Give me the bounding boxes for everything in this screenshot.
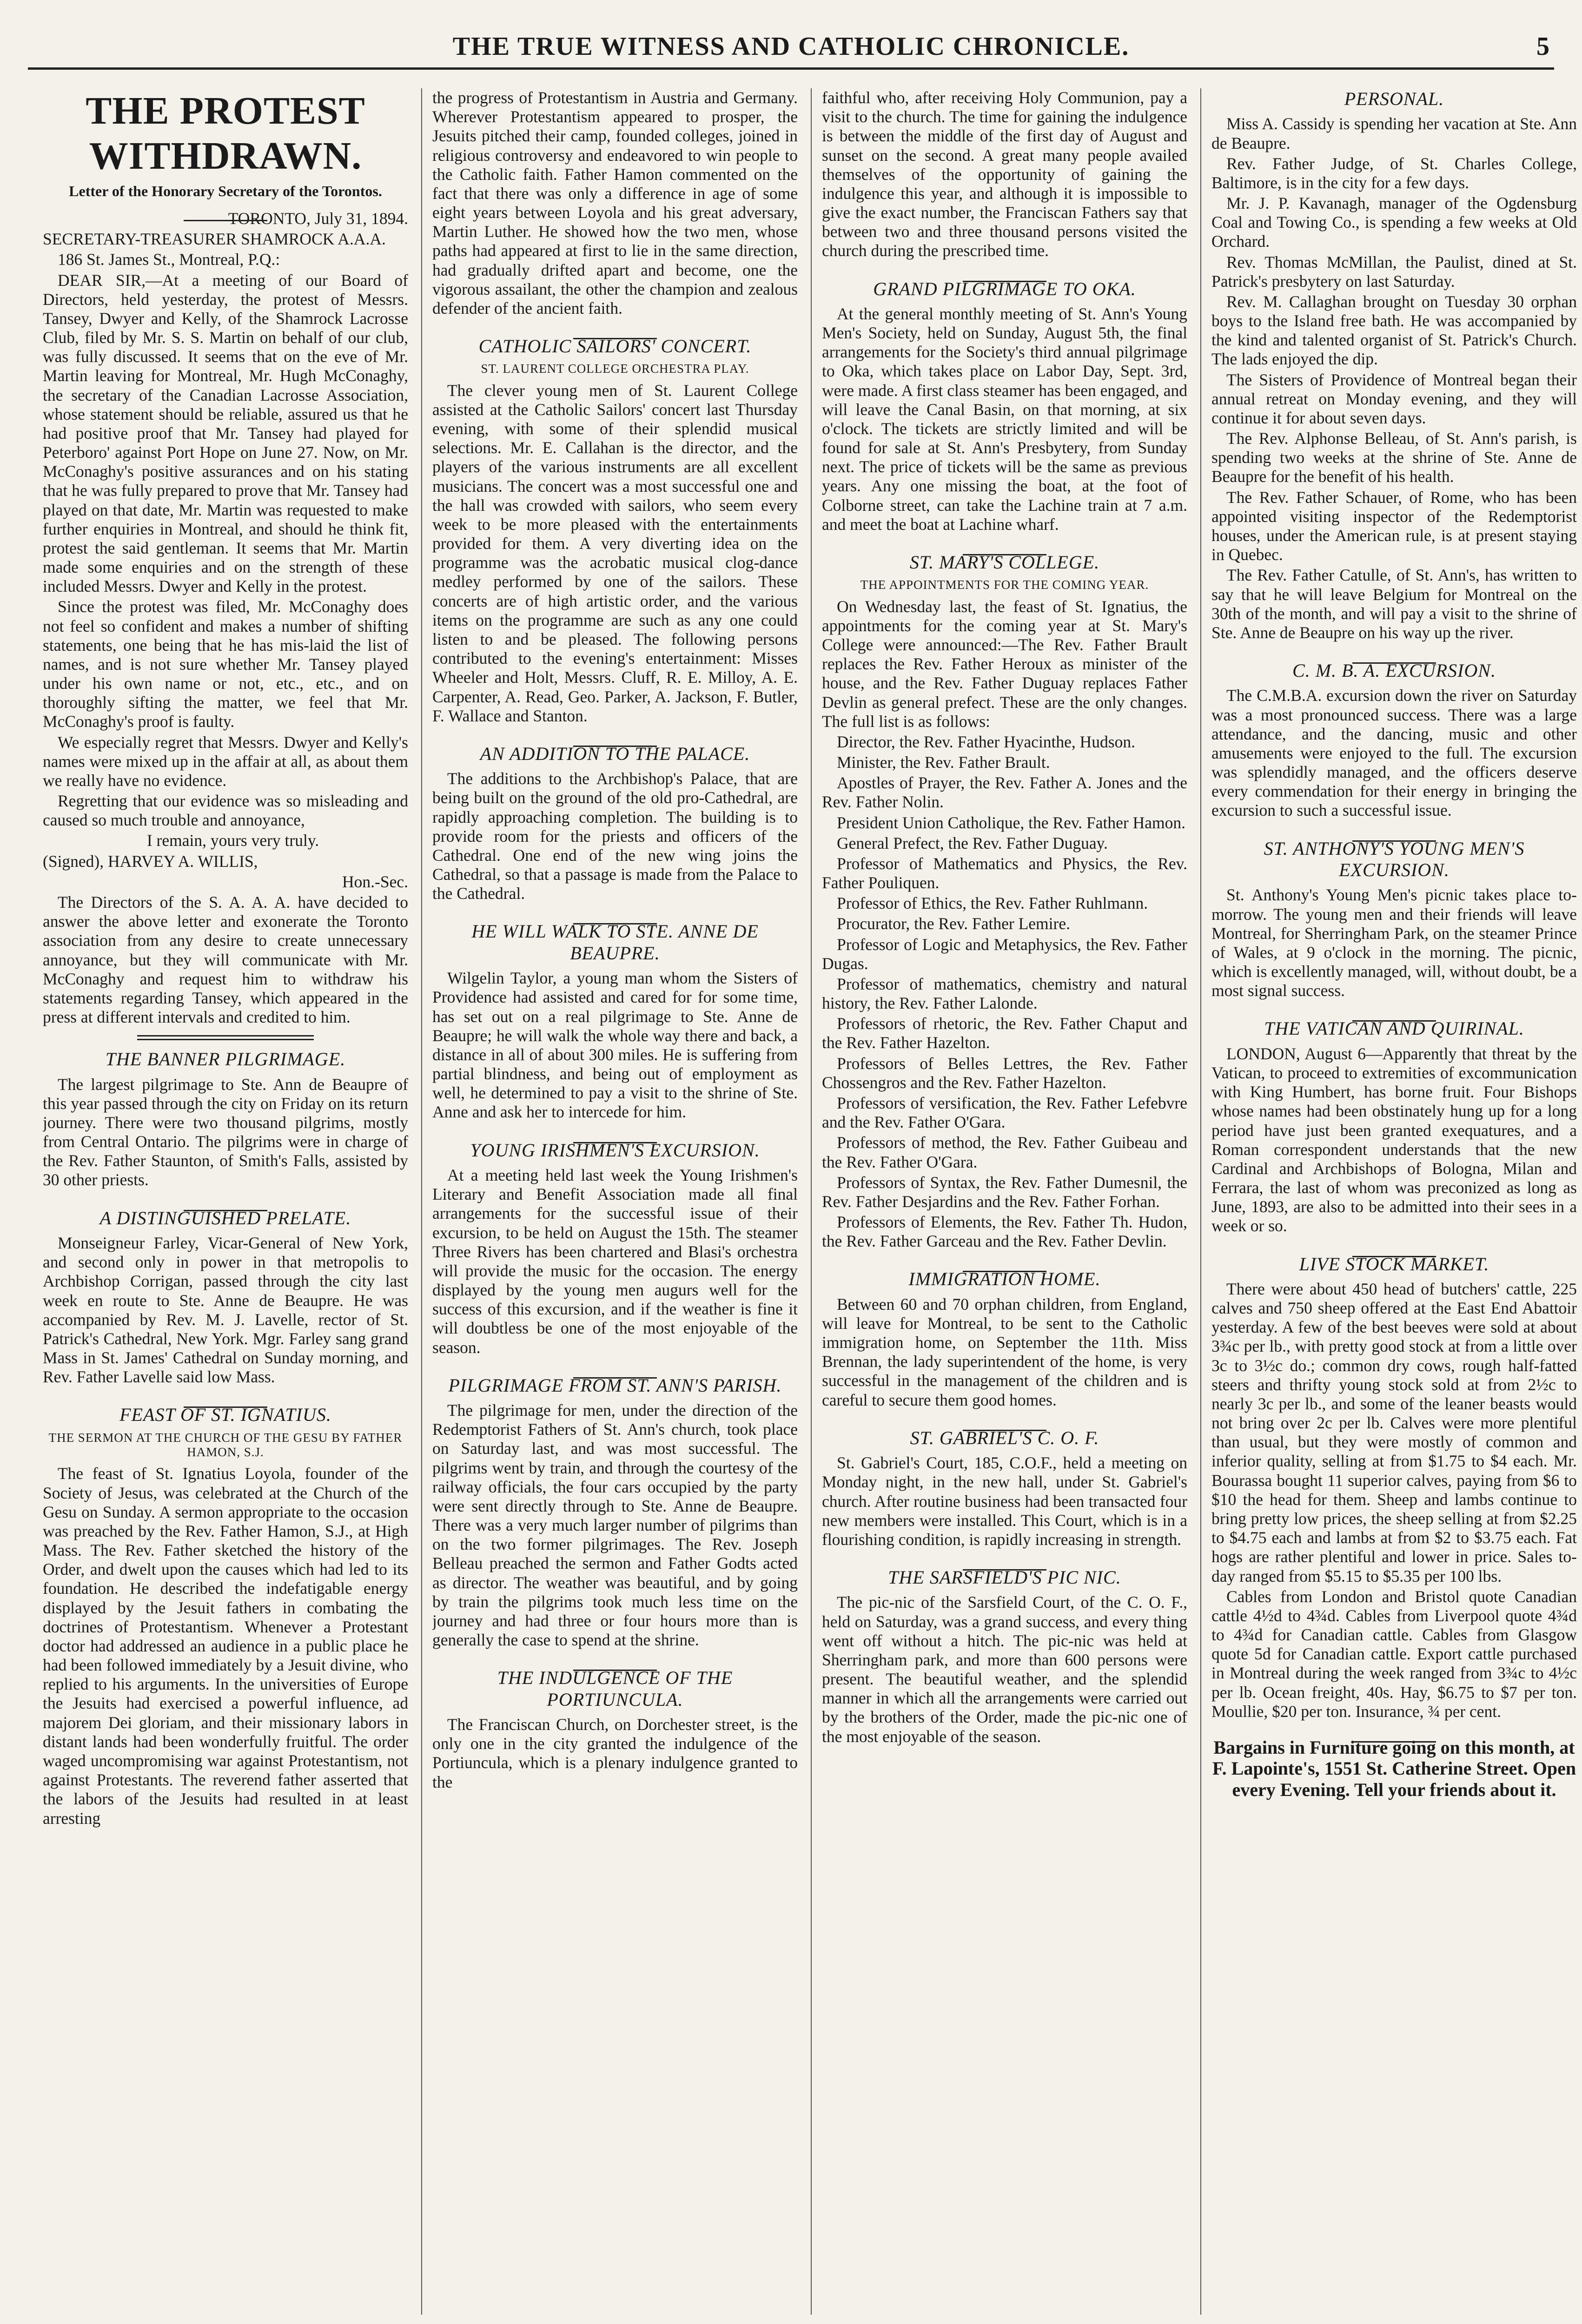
appointment-item: President Union Catholique, the Rev. Father Hamon. bbox=[837, 813, 1185, 832]
personal-item: Mr. J. P. Kavanagh, manager of the Ogdensburg Coal and Towing Co., is spending a few weeks at Old Orchard. bbox=[1211, 194, 1577, 251]
personal-item: Rev. Father Judge, of St. Charles College, Baltimore, is in the city for a few days. bbox=[1211, 154, 1577, 192]
letter-address: SECRETARY-TREASURER SHAMROCK A.A.A. bbox=[43, 230, 386, 249]
headline-indulgence: THE INDULGENCE OF THE PORTIUNCULA. bbox=[497, 1667, 733, 1710]
subhead-protest: Letter of the Honorary Secretary of the Torontos. bbox=[69, 182, 382, 199]
headline-sarsfield: THE SARSFIELD'S PIC NIC. bbox=[888, 1567, 1121, 1588]
personal-item: Miss A. Cassidy is spending her vacation at Ste. Ann de Beaupre. bbox=[1211, 114, 1577, 152]
article-paragraph: faithful who, after receiving Holy Communion, pay a visit to the church. The time for gaining the indulgence is between the middle of the first day of August and sunset on the second. A great many people availed themselves of the opportunity of gaining the indulgence this year, and although it is impossible to give the exact number, the Franciscan Fathers say that between two and three thousand persons visited the church during the prescribed time. bbox=[822, 88, 1187, 260]
article-paragraph: St. Anthony's Young Men's picnic takes place to-morrow. The young men and their friends will leave Montreal, for Sherringham Park, on the steamer Prince of Wales, at 9 o'clock in the morning. The picnic, which is excellently managed, will, without doubt, be a most signal success. bbox=[1211, 885, 1577, 1000]
article-paragraph: The pilgrimage for men, under the direction of the Redemptorist Fathers of St. Ann's church, took place on Saturday last, and was most successful. The pilgrims went by train, and through the courtesy of the railway officials, the four cars occupied by the party were sent directly through to Ste. Anne de Beaupre. There was a very much larger number of pilgrims than on the two former pilgrimages. The Rev. Joseph Belleau preached the sermon and Father Godts acted as director. The weather was beautiful, and by going by train the pilgrims took much less time on the journey and had three or four hours more than is generally the case to spend at the shrine. bbox=[432, 1401, 798, 1650]
appointment-item: Apostles of Prayer, the Rev. Father A. Jones and the Rev. Father Nolin. bbox=[822, 773, 1187, 812]
short-rule bbox=[432, 324, 798, 327]
appointment-item: Professors of versification, the Rev. Father Lefebvre and the Rev. Father O'Gara. bbox=[822, 1094, 1187, 1132]
appointment-item: Professor of mathematics, chemistry and natural history, the Rev. Father Lalonde. bbox=[822, 974, 1187, 1013]
headline-irish: YOUNG IRISHMEN'S EXCURSION. bbox=[470, 1139, 760, 1161]
article-paragraph: The Directors of the S. A. A. A. have decided to answer the above letter and exonerate the Toronto association from any desire to create unnecessary annoyance, but they will communicate with Mr. McConaghy and request him to withdraw his statements regarding Tansey, which appeared in the press at different intervals and credited to him. bbox=[43, 893, 408, 1027]
article-paragraph: LONDON, August 6—Apparently that threat by the Vatican, to proceed to extremities of excommunication with King Humbert, has borne fruit. Four Bishops whose names had been obstinately hung up for a long period have just been granted exequatures, and a Roman correspondent understands that the new Cardinal and Archbishops of Bologna, Milan and Ferrara, the last of whom was preconized as long as June, 1893, are also to be admitted into their sees in a week or so. bbox=[1211, 1044, 1577, 1235]
article-paragraph: On Wednesday last, the feast of St. Ignatius, the appointments for the coming year at St. Mary's College were announced:—The Rev. Father Brault replaces the Rev. Father Heroux as minister of the house, and the Rev. Father Duguay replaces Father Devlin as general prefect. These are the only changes. The full list is as follows: bbox=[822, 597, 1187, 731]
short-rule bbox=[1211, 649, 1577, 652]
masthead-title: THE TRUE WITNESS AND CATHOLIC CHRONICLE. bbox=[452, 32, 1130, 61]
subhead-st-marys: THE APPOINTMENTS FOR THE COMING YEAR. bbox=[860, 578, 1149, 592]
article-paragraph: The pic-nic of the Sarsfield Court, of the C. O. F., held on Saturday, was a grand success, and every thing went off without a hitch. The pic-nic was held at Sherringham park, and more than 600 persons were present. The beautiful weather, and the splendid manner in which all the arrangements were carried out by the brothers of the Order, made the pic-nic one of the most enjoyable of the season. bbox=[822, 1593, 1187, 1746]
appointment-item: Professors of Belles Lettres, the Rev. Father Chossengros and the Rev. Father Hazelton. bbox=[822, 1054, 1187, 1092]
headline-prelate: A DISTINGUISHED PRELATE. bbox=[99, 1207, 351, 1228]
short-rule bbox=[1211, 1007, 1577, 1010]
headline-palace: AN ADDITION TO THE PALACE. bbox=[480, 743, 750, 764]
headline-personal: PERSONAL. bbox=[1344, 88, 1444, 109]
appointment-item: General Prefect, the Rev. Father Duguay. bbox=[837, 833, 1108, 852]
short-rule bbox=[822, 1556, 1187, 1558]
masthead-rule bbox=[28, 67, 1554, 70]
short-rule bbox=[822, 267, 1187, 270]
short-rule bbox=[822, 1416, 1187, 1419]
article-paragraph: The feast of St. Ignatius Loyola, founder of the Society of Jesus, was celebrated at the Church of the Gesu on Sunday. A sermon appropriate to the occasion was preached by the Rev. Father Hamon, S.J., at High Mass. The Rev. Father sketched the history of the Order, and dwelt upon the causes which had led to its foundation. He described the indefatigable energy displayed by the Jesuit fathers in combating the doctrines of Protestantism. Whenever a Protestant doctor had addressed an audience in a public place he had been followed immediately by a Jesuit divine, who replied to his arguments. In the universities of Europe the Jesuits had exercised a powerful influence, ad majorem Dei gloriam, and their missionary labors in distant lands had been wonderfully fruitful. The order waged uncompromising war against Protestantism, not against Protestants. The reverend father asserted that the labors of the Jesuits had resulted in at least arresting bbox=[43, 1464, 408, 1828]
headline-immigration: IMMIGRATION HOME. bbox=[908, 1268, 1101, 1290]
headline-walk: HE WILL WALK TO STE. ANNE DE BEAUPRE. bbox=[471, 921, 759, 964]
headline-ignatius: FEAST OF ST. IGNATIUS. bbox=[119, 1404, 331, 1426]
short-rule bbox=[432, 1364, 798, 1367]
letter-address: 186 St. James St., Montreal, P.Q.: bbox=[58, 250, 280, 269]
short-rule bbox=[432, 1656, 798, 1659]
article-paragraph: The C.M.B.A. excursion down the river on Saturday was a most pronounced success. There was a large attendance, and the dancing, music and other amusements were enjoyed to the full. The excursion was splendidly managed, and the officers deserve every commendation for their energy in bringing the excursion to such a successful issue. bbox=[1211, 686, 1577, 820]
article-paragraph: St. Gabriel's Court, 185, C.O.F., held a meeting on Monday night, in the new hall, under St. Gabriel's church. After routine business had been transacted four new members were installed. This Court, which is in a flourishing condition, is rapidly increasing in strength. bbox=[822, 1453, 1187, 1549]
column-2 bbox=[432, 88, 798, 2315]
column-divider bbox=[1200, 88, 1201, 2315]
short-rule bbox=[1211, 827, 1577, 830]
appointment-item: Professors of rhetoric, the Rev. Father Chaput and the Rev. Father Hazelton. bbox=[822, 1014, 1187, 1052]
headline-sailors: CATHOLIC SAILORS' CONCERT. bbox=[478, 336, 752, 357]
personal-item: Rev. M. Callaghan brought on Tuesday 30 orphan boys to the Island free bath. He was accompanied by the kind and talented organist of St. Patrick's Church. The lads enjoyed the dip. bbox=[1211, 292, 1577, 369]
personal-item: The Sisters of Providence of Montreal began their annual retreat on Monday evening, and they will continue it for about seven days. bbox=[1211, 370, 1577, 427]
appointment-item: Director, the Rev. Father Hyacinthe, Hudson. bbox=[837, 732, 1135, 751]
article-paragraph: The additions to the Archbishop's Palace, that are being built on the ground of the old pro-Cathedral, are rapidly approaching completion. The building is to provide room for the priests and officers of the Cathedral. One end of the new wing joins the Cathedral, so that a passage is made from the Palace to the Cathedral. bbox=[432, 769, 798, 903]
column-1 bbox=[43, 88, 408, 2315]
masthead bbox=[28, 28, 1554, 70]
appointment-item: Professor of Logic and Metaphysics, the Rev. Father Dugas. bbox=[822, 935, 1187, 973]
article-paragraph: There were about 450 head of butchers' cattle, 225 calves and 750 sheep offered at the East End Abattoir yesterday. A few of the best beeves were sold at about 3¾c per lb., with pretty good stock at from a little over 3c to 3½c do.; common dry cows, rough half-fatted steers and thrifty young stock sold at from 2½c to nearly 3c per lb., and some of the leaner beasts would not bring over 2c per lb. Calves were more plentiful than usual, but they were mostly of common and inferior quality, selling at from $1.75 to $4 each. Mr. Bourassa bought 11 superior calves, paying from $6 to $10 the head for them. Sheep and lambs continue to bring pretty low prices, the sheep selling at from $2.25 to $4.75 each and lambs at from $2 to $3.75 each. Fat hogs are rather plentiful and lower in price. Sales to-day ranged from $5.15 to $5.35 per 100 lbs. bbox=[1211, 1279, 1577, 1585]
headline-st-marys: ST. MARY'S COLLEGE. bbox=[909, 552, 1100, 573]
short-rule bbox=[43, 1393, 408, 1396]
short-rule bbox=[1211, 1242, 1577, 1245]
appointment-item: Professor of Mathematics and Physics, the Rev. Father Pouliquen. bbox=[822, 854, 1187, 892]
headline-st-gabriels: ST. GABRIEL'S C. O. F. bbox=[910, 1427, 1099, 1448]
letter-dateline: TORONTO, July 31, 1894. bbox=[228, 209, 408, 228]
article-paragraph: Since the protest was filed, Mr. McConaghy does not feel so confident and makes a number of shifting statements, one being that he has mis-laid the list of names, and is not sure whether Mr. Tansey played under his own name or not, etc., etc., and on thoroughly sifting the matter, we feel that Mr. McConaghy's proof is faulty. bbox=[43, 597, 408, 731]
article-paragraph: The largest pilgrimage to Ste. Ann de Beaupre of this year passed through the city on Friday on its return journey. There were two thousand pilgrims, mostly from Central Ontario. The pilgrims were in charge of the Rev. Father Staunton, of Smith's Falls, assisted by 30 other priests. bbox=[43, 1075, 408, 1189]
headline-protest: THE PROTEST WITHDRAWN. bbox=[86, 89, 365, 178]
article-paragraph: Between 60 and 70 orphan children, from England, will leave for Montreal, to be sent to the Catholic immigration home, on September the 11th. Miss Brennan, the lady superintendent of the home, is very successful in the management of the children and is careful to secure them good homes. bbox=[822, 1294, 1187, 1409]
appointment-item: Minister, the Rev. Father Brault. bbox=[837, 753, 1050, 772]
column-3 bbox=[822, 88, 1187, 2315]
personal-item: Rev. Thomas McMillan, the Paulist, dined at St. Patrick's presbytery on last Saturday. bbox=[1211, 252, 1577, 290]
headline-cmba: C. M. B. A. EXCURSION. bbox=[1292, 660, 1496, 681]
personal-item: The Rev. Father Schauer, of Rome, who has been appointed visiting inspector of the Redemptorist houses, under the American rule, is at present staying in Quebec. bbox=[1211, 488, 1577, 564]
article-paragraph: The clever young men of St. Laurent College assisted at the Catholic Sailors' concert last Thursday evening, with some of their splendid musical selections. Mr. E. Callahan is the director, and the players of the various instruments are all excellent musicians. The concert was a most successful one and the hall was crowded with sailors, who seem every week to be more pleased with the entertainments provided for them. A very diverting idea on the programme was the acrobatic musical clog-dance medley performed by one of the sailors. These concerts are of high artistic order, and the various items on the programme are such as any one could listen to and be pleased. The following persons contributed to the evening's entertainment: Misses Wheeler and Holt, Messrs. Cluff, R. E. Milloy, A. E. Carpenter, A. Read, Geo. Parker, A. Jackson, F. Butler, F. Wallace and Stanton. bbox=[432, 381, 798, 725]
appointment-item: Professors of Elements, the Rev. Father Th. Hudon, the Rev. Father Garceau and the Rev. Father Devlin. bbox=[822, 1213, 1187, 1251]
headline-banner: THE BANNER PILGRIMAGE. bbox=[105, 1049, 346, 1070]
letter-signer-role: Hon.-Sec. bbox=[342, 872, 408, 891]
article-paragraph: At a meeting held last week the Young Irishmen's Literary and Benefit Association made all final arrangements for the successful issue of their excursion, to be held on August the 15th. The steamer Three Rivers has been chartered and Blasi's orchestra will provide the music for the occasion. The energy displayed by the young men augurs well for the success of this excursion, and if the weather is fine it will doubtless be one of the most enjoyable of the season. bbox=[432, 1166, 798, 1357]
headline-live-stock: LIVE STOCK MARKET. bbox=[1299, 1253, 1489, 1274]
appointment-item: Procurator, the Rev. Father Lemire. bbox=[837, 914, 1070, 933]
headline-oka: GRAND PILGRIMAGE TO OKA. bbox=[873, 278, 1136, 299]
column-divider bbox=[421, 88, 422, 2315]
article-paragraph: Monseigneur Farley, Vicar-General of New York, and second only in power in that metropolis to Archbishop Corrigan, passed through the city last week en route to Ste. Anne de Beaupre. He was accompanied by Rev. M. J. Lavelle, rector of St. Patrick's Cathedral, New York. Mgr. Farley sang grand Mass in St. James' Cathedral on Sunday morning, and Rev. Father Lavelle said low Mass. bbox=[43, 1234, 408, 1386]
article-paragraph: Regretting that our evidence was so misleading and caused so much trouble and annoyance, bbox=[43, 792, 408, 830]
column-divider bbox=[811, 88, 812, 2315]
personal-item: The Rev. Alphonse Belleau, of St. Ann's parish, is spending two weeks at the shrine of Ste. Anne de Beaupre for the benefit of his health. bbox=[1211, 429, 1577, 486]
short-rule bbox=[432, 732, 798, 735]
short-rule bbox=[43, 1196, 408, 1199]
column-4 bbox=[1211, 88, 1577, 2315]
section-rule bbox=[137, 1035, 314, 1040]
short-rule bbox=[822, 1257, 1187, 1260]
short-rule bbox=[1211, 1728, 1577, 1730]
letter-signature: (Signed), HARVEY A. WILLIS, bbox=[43, 852, 258, 871]
short-rule bbox=[822, 541, 1187, 543]
article-paragraph: Wilgelin Taylor, a young man whom the Sisters of Providence had assisted and cared for for some time, has set out on a real pilgrimage to Ste. Anne de Beaupre; he will walk the whole way there and back, a distance in all of about 300 miles. He is suffering from partial blindness, and being out of employment as well, he determined to pay a visit to the shrine of Ste. Anne and ask her to intercede for him. bbox=[432, 969, 798, 1122]
personal-item: The Rev. Father Catulle, of St. Ann's, has written to say that he will leave Belgium for Montreal on the 30th of the month, and will pay a visit to the shrine of Ste. Anne de Beaupre on his way up the river. bbox=[1211, 566, 1577, 642]
article-paragraph: At the general monthly meeting of St. Ann's Young Men's Society, held on Sunday, August 5th, the final arrangements for the Society's third annual pilgrimage to Oka, which takes place on Labor Day, Sept. 3rd, were made. A first class steamer has been engaged, and will leave the Canal Basin, on that morning, at six o'clock. The tickets are strictly limited and will be found for sale at St. Ann's Presbytery, from Sunday next. The price of tickets will be the same as previous years. Any one missing the boat, at the foot of Colborne street, can take the Lachine train at 7 a.m. and meet the boat at Lachine wharf. bbox=[822, 304, 1187, 534]
article-paragraph: the progress of Protestantism in Austria and Germany. Wherever Protestantism appeared to prosper, the Jesuits pitched their camp, founded colleges, joined in religious controversy and endeavored to win people to the Catholic faith. Father Hamon commented on the fact that there was only a difference in age of some eight years between Loyola and his great adversary, Martin Luther. He showed how the two men, whose paths had appeared at first to lie in the same direction, had gradually drifted apart and become, one the vigorous assailant, the other the champion and zealous defender of the ancient faith. bbox=[432, 88, 798, 317]
appointment-item: Professors of Syntax, the Rev. Father Dumesnil, the Rev. Father Desjardins and the Rev. Father Forhan. bbox=[822, 1173, 1187, 1211]
headline-vatican: THE VATICAN AND QUIRINAL. bbox=[1264, 1018, 1524, 1039]
article-paragraph: Cables from London and Bristol quote Canadian cattle 4½d to 4¾d. Cables from Liverpool quote 4¾d to 4¾d for Canadian cattle. Cables from Glasgow quote 5d for Canadian cattle. Export cattle purchased in Montreal during the week ranged from 3¾c to 4½c per lb. Ocean freight, 40s. Hay, $6.75 to $7 per ton. Moullie, $20 per ton. Insurance, ¾ per cent. bbox=[1211, 1587, 1577, 1721]
short-rule bbox=[432, 1129, 798, 1131]
headline-st-anthonys: ST. ANTHONY'S YOUNG MEN'S EXCURSION. bbox=[1264, 838, 1525, 881]
appointment-item: Professor of Ethics, the Rev. Father Ruhlmann. bbox=[837, 894, 1148, 913]
appointment-item: Professors of method, the Rev. Father Guibeau and the Rev. Father O'Gara. bbox=[822, 1133, 1187, 1171]
article-paragraph: DEAR SIR,—At a meeting of our Board of Directors, held yesterday, the protest of Messrs. Tansey, Dwyer and Kelly, of the Shamrock Lacrosse Club, filed by Mr. S. S. Martin on behalf of our club, was fully discussed. It seems that on the eve of Mr. Martin leaving for Montreal, Mr. Hugh McConaghy, the secretary of the Canadian Lacrosse Association, whose statement should be reliable, assured us that he had positive proof that Mr. Tansey had played for Peterboro' against Port Hope on June 27. Now, on Mr. McConaghy's positive assurances and on his stating that he was fully prepared to prove that Mr. Tansey had played on that date, Mr. Martin was requested to make further enquiries in Montreal, and should he think fit, protest the said gentleman. It seems that Mr. Martin made some enquiries and on the strength of these included Messrs. Dwyer and Kelly in the protest. bbox=[43, 271, 408, 596]
headline-pilgrimage: PILGRIMAGE FROM ST. ANN'S PARISH. bbox=[448, 1374, 782, 1396]
short-rule bbox=[432, 910, 798, 912]
article-paragraph: The Franciscan Church, on Dorchester street, is the only one in the city granted the indulgence of the Portiuncula, which is a plenary indulgence granted to the bbox=[432, 1715, 798, 1791]
subhead-sailors: ST. LAURENT COLLEGE ORCHESTRA PLAY. bbox=[481, 362, 749, 376]
page-number: 5 bbox=[1536, 32, 1549, 61]
letter-closing: I remain, yours very truly. bbox=[146, 831, 319, 850]
article-paragraph: We especially regret that Messrs. Dwyer and Kelly's names were mixed up in the affair at all, as about them we really have no evidence. bbox=[43, 733, 408, 790]
furniture-advertisement: Bargains in Furniture going on this month, at F. Lapointe's, 1551 St. Catherine Street. Open every Evening. Tell your friends about it. bbox=[1212, 1736, 1576, 1801]
subhead-ignatius: THE SERMON AT THE CHURCH OF THE GESU BY FATHER HAMON, S.J. bbox=[48, 1430, 403, 1459]
